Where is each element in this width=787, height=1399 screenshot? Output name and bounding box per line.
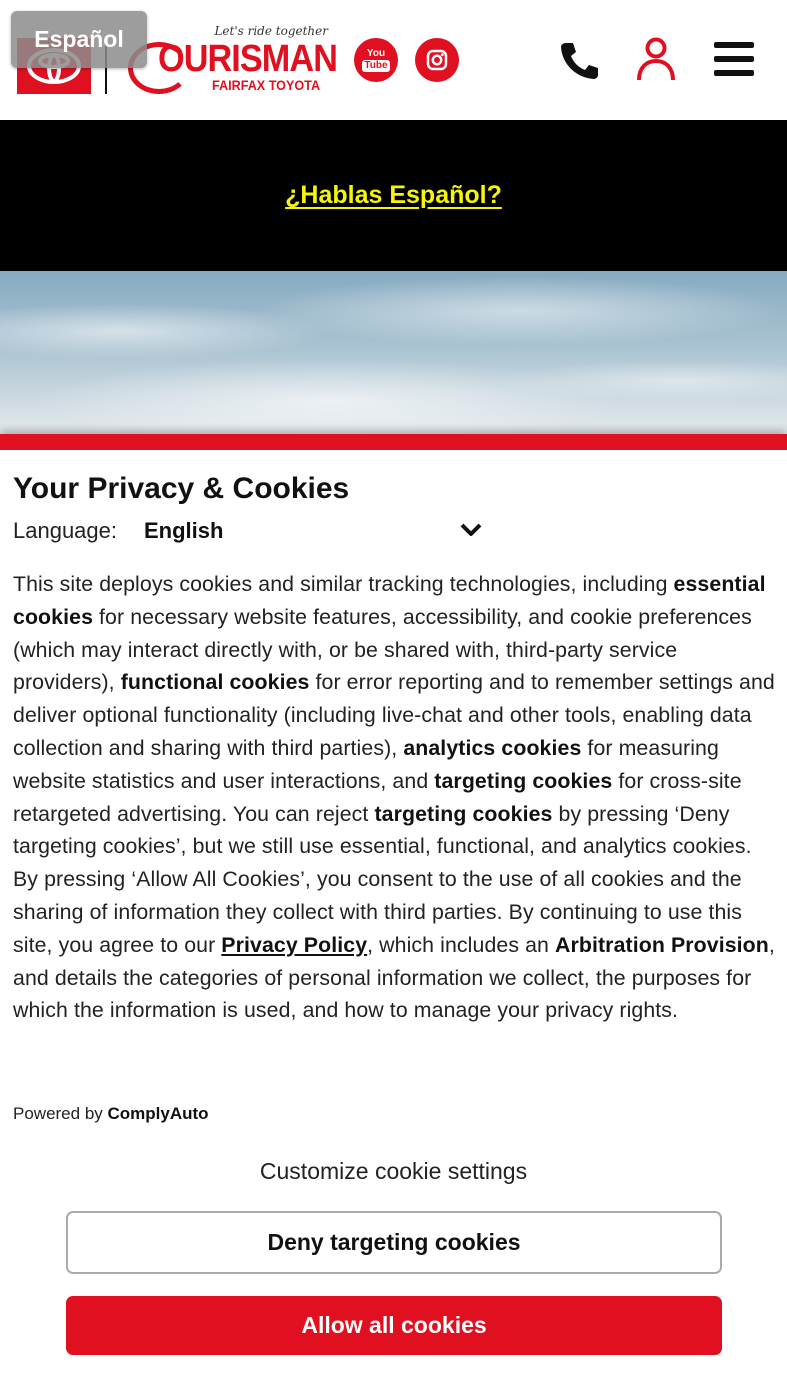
privacy-panel xyxy=(0,450,787,1399)
bold-term: essential cookies xyxy=(13,572,766,629)
privacy-title: Your Privacy & Cookies xyxy=(13,472,350,505)
powered-by-label: Powered by xyxy=(13,1104,103,1123)
paragraph-text: for cross-site retargeted advertising. You can reject xyxy=(13,768,742,826)
brand-name: OURISMAN xyxy=(158,38,338,80)
language-toggle-button[interactable]: Español xyxy=(11,11,147,68)
paragraph-text: for error reporting and to remember settings and deliver optional functionality (including live-chat and other tools, enabling data collection and sharing with third parties), xyxy=(13,670,775,760)
language-select[interactable] xyxy=(13,518,493,548)
youtube-icon[interactable] xyxy=(354,38,398,82)
privacy-description xyxy=(13,568,778,1027)
brand-tagline: Let's ride together xyxy=(214,24,328,38)
complyauto-link[interactable]: ComplyAuto xyxy=(107,1104,209,1123)
menu-icon[interactable] xyxy=(714,42,756,76)
paragraph-text: for measuring website statistics and user interactions, and xyxy=(13,735,719,793)
paragraph-text: , and details the categories of personal information we collect, the purposes for which the information is used, and how to manage your privacy rights. xyxy=(13,932,775,1023)
bold-term: functional cookies xyxy=(120,670,310,695)
hero-image xyxy=(0,271,787,436)
paragraph-text: This site deploys cookies and similar tracking technologies, including xyxy=(13,572,674,596)
chevron-down-icon[interactable] xyxy=(460,522,482,538)
hablas-espanol-link[interactable]: ¿Hablas Español? xyxy=(285,181,502,209)
allow-all-cookies-button[interactable]: Allow all cookies xyxy=(66,1296,722,1355)
brand-subtitle: FAIRFAX TOYOTA xyxy=(211,77,320,93)
panel-top-accent xyxy=(0,434,787,450)
bold-term: analytics cookies xyxy=(403,735,582,760)
paragraph-text: for necessary website features, accessibility, and cookie preferences (which may interact directly with, or be shared with, third-party service providers), xyxy=(13,604,752,695)
language-value[interactable]: English xyxy=(144,518,224,543)
paragraph-text: , which includes an xyxy=(367,932,555,957)
customize-cookie-settings-link[interactable]: Customize cookie settings xyxy=(259,1158,528,1184)
phone-icon[interactable] xyxy=(558,40,600,80)
language-label: Language: xyxy=(13,518,117,543)
site-header xyxy=(0,0,787,120)
youtube-icon-top-text: You xyxy=(366,47,386,59)
bold-term: targeting cookies xyxy=(434,768,613,793)
privacy-policy-link[interactable]: Privacy Policy xyxy=(221,932,368,957)
instagram-icon[interactable] xyxy=(415,38,459,82)
bold-term: targeting cookies xyxy=(374,801,553,826)
bold-term: Arbitration Provision xyxy=(555,932,769,957)
dealer-logo[interactable] xyxy=(128,24,338,96)
user-icon[interactable] xyxy=(636,36,676,82)
paragraph-text: by pressing ‘Deny targeting cookies’, but we still use essential, functional, and analytics cookies. By pressing ‘Allow All Cookies’, you consent to the use of all cookies and the sharing of information they collect with third parties. By continuing to use this site, you agree to our xyxy=(13,801,752,957)
deny-targeting-cookies-button[interactable]: Deny targeting cookies xyxy=(66,1211,722,1274)
youtube-icon-bottom-text: Tube xyxy=(364,59,388,71)
spanish-banner xyxy=(0,120,787,271)
powered-by xyxy=(13,1104,209,1124)
